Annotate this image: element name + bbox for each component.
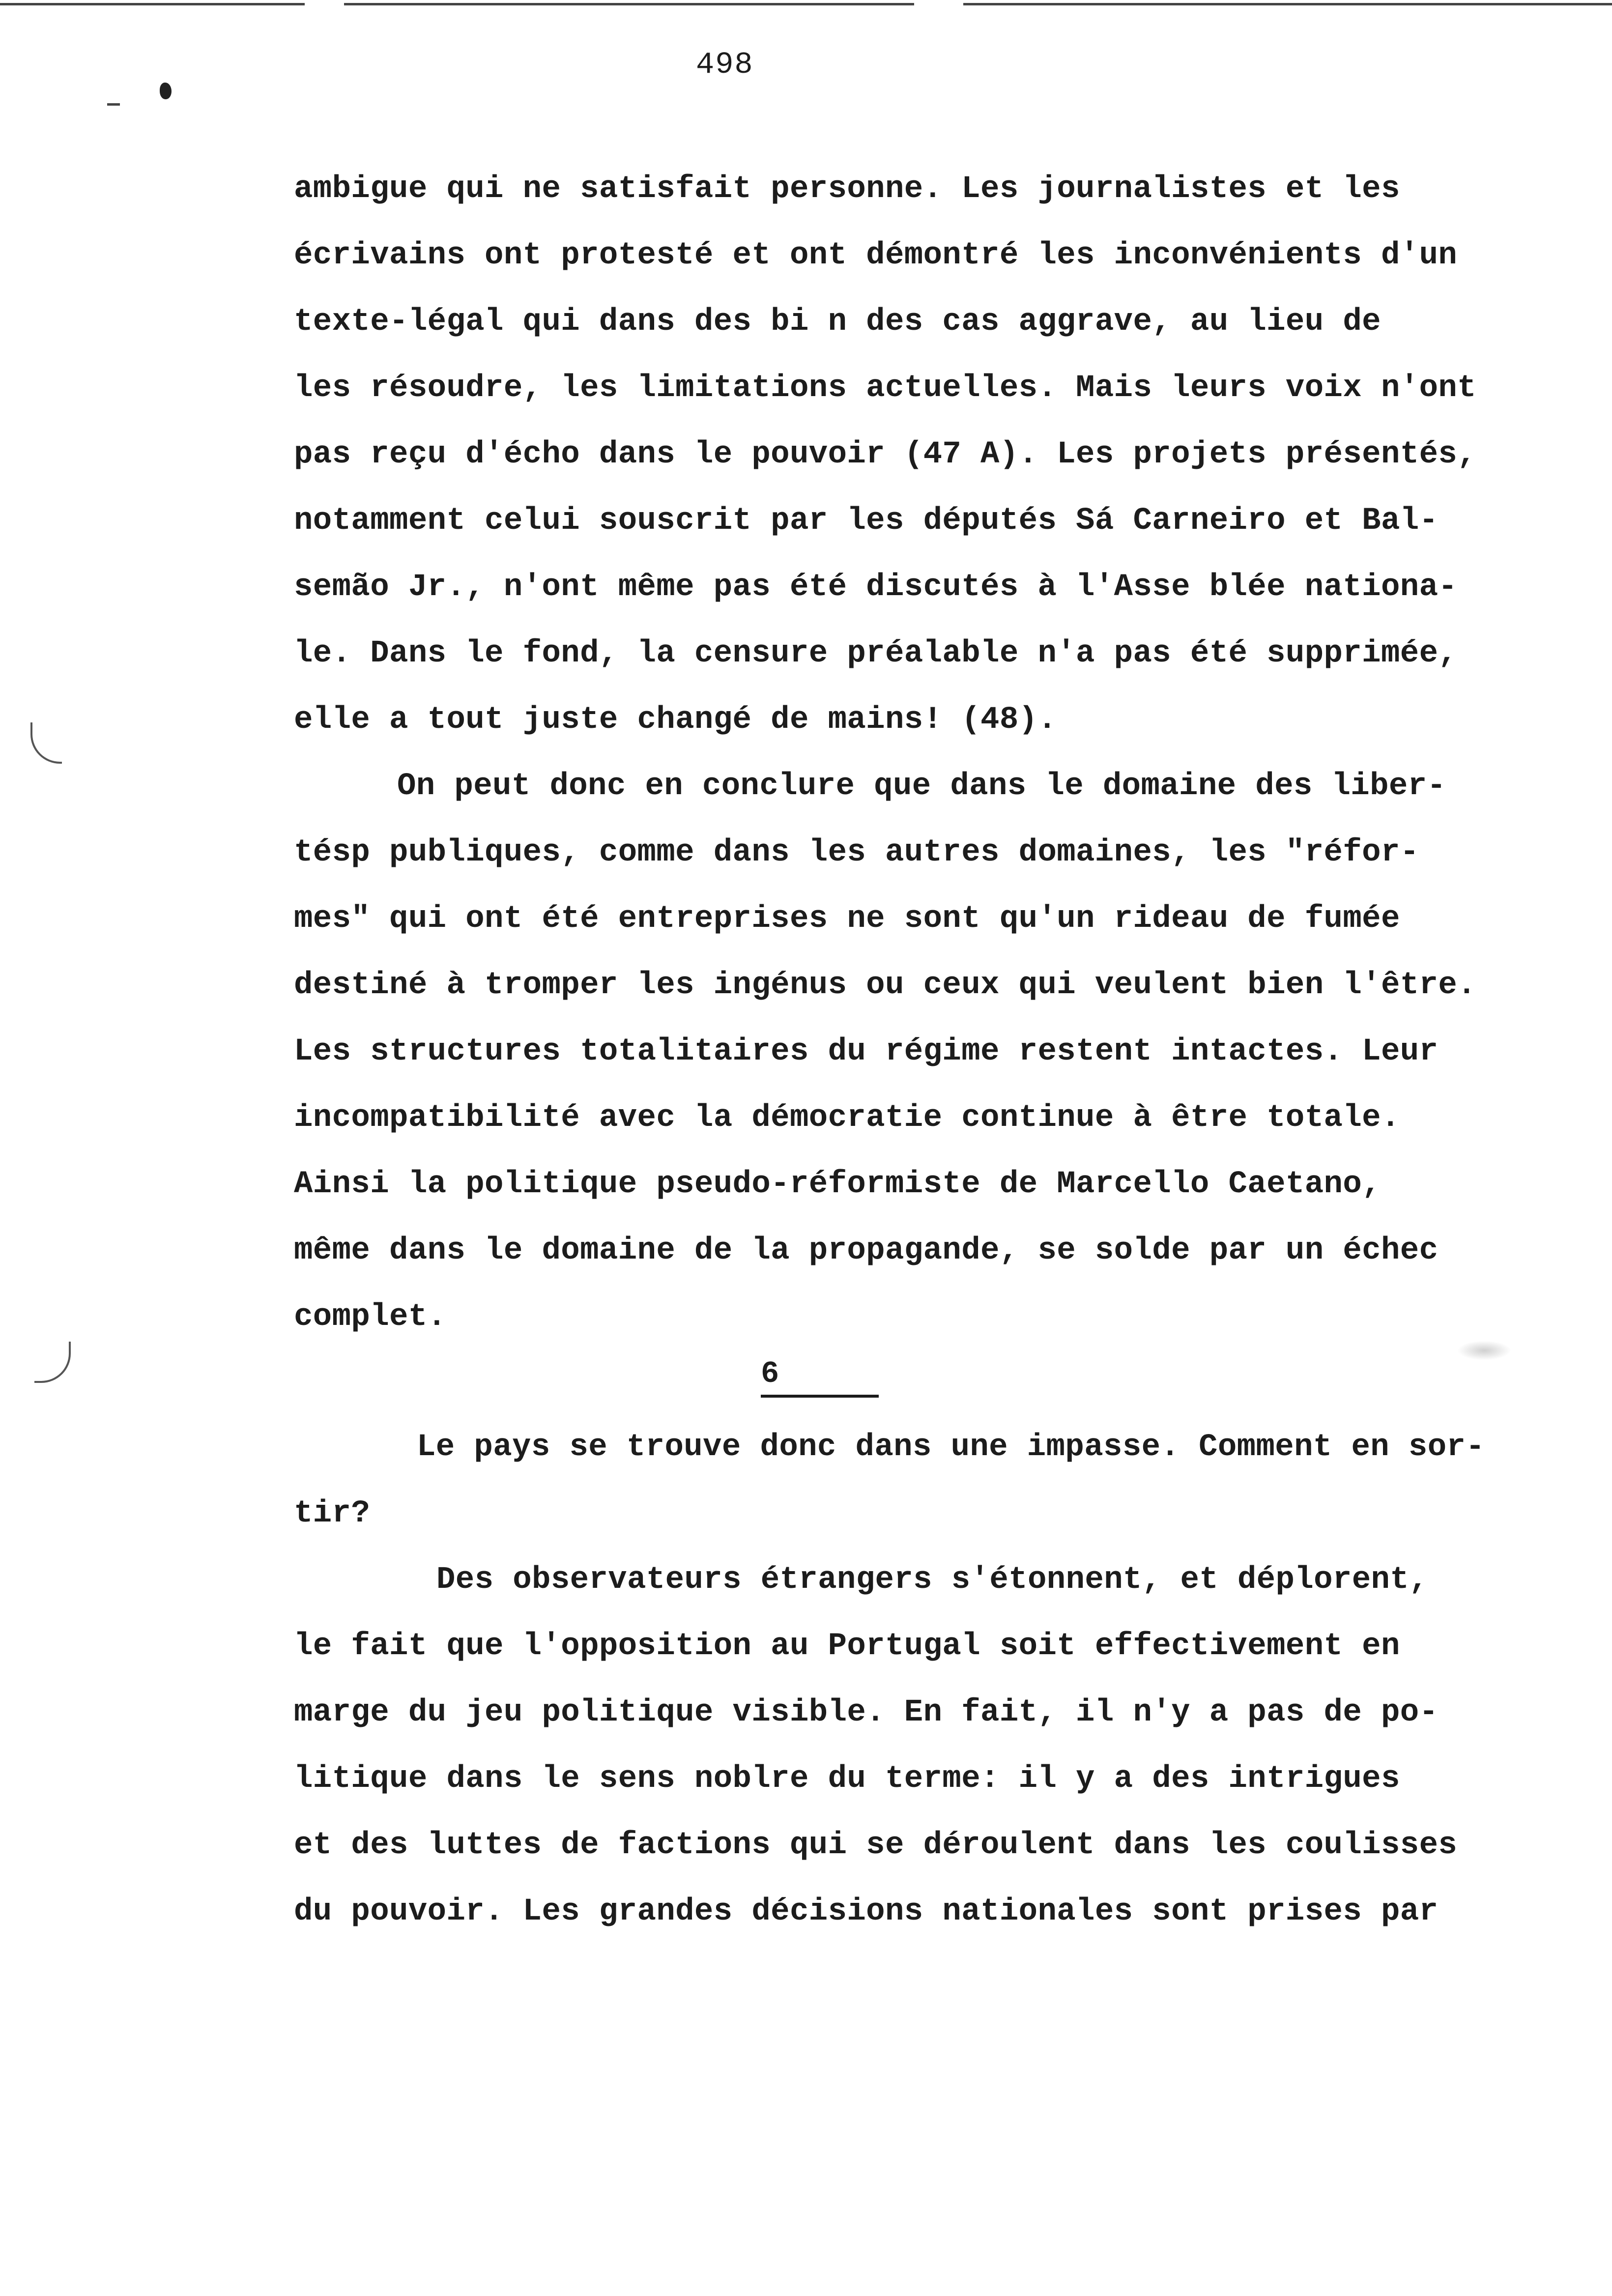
text-line: Le pays se trouve donc dans une impasse. Comment en sor- bbox=[417, 1430, 1485, 1465]
text-line: pas reçu d'écho dans le pouvoir (47 A). Les projets présentés, bbox=[294, 437, 1476, 472]
text-line: notamment celui souscrit par les députés Sá Carneiro et Bal- bbox=[294, 503, 1439, 539]
text-line: Ainsi la politique pseudo-réformiste de Marcello Caetano, bbox=[294, 1167, 1381, 1202]
text-line: complet. bbox=[294, 1299, 447, 1335]
text-line: le. Dans le fond, la censure préalable n'a pas été supprimée, bbox=[294, 636, 1458, 671]
section-underline bbox=[761, 1395, 879, 1398]
margin-bracket-mark-1 bbox=[30, 722, 62, 764]
text-line: marge du jeu politique visible. En fait, il n'y a pas de po- bbox=[294, 1695, 1439, 1730]
text-line: destiné à tromper les ingénus ou ceux qui veulent bien l'être. bbox=[294, 968, 1476, 1003]
text-line: du pouvoir. Les grandes décisions nationales sont prises par bbox=[294, 1894, 1439, 1929]
text-line: tir? bbox=[294, 1496, 371, 1531]
margin-dash-mark bbox=[107, 103, 120, 106]
margin-bracket-mark-2 bbox=[34, 1342, 71, 1383]
text-line: texte-légal qui dans des bi n des cas aggrave, au lieu de bbox=[294, 304, 1381, 340]
text-line: ambigue qui ne satisfait personne. Les journalistes et les bbox=[294, 172, 1400, 207]
top-rule-1 bbox=[0, 3, 305, 5]
text-line: litique dans le sens noblre du terme: il y a des intrigues bbox=[294, 1761, 1400, 1797]
text-line: mes" qui ont été entreprises ne sont qu'un rideau de fumée bbox=[294, 901, 1400, 937]
page-number: 498 bbox=[696, 47, 754, 82]
scan-smudge bbox=[1457, 1341, 1511, 1360]
text-line: Des observateurs étrangers s'étonnent, et déplorent, bbox=[436, 1562, 1428, 1598]
text-line: incompatibilité avec la démocratie continue à être totale. bbox=[294, 1100, 1400, 1136]
text-line: elle a tout juste changé de mains! (48). bbox=[294, 702, 1057, 738]
text-line: le fait que l'opposition au Portugal soit effectivement en bbox=[294, 1629, 1400, 1664]
text-line: tésp publiques, comme dans les autres domaines, les "réfor- bbox=[294, 835, 1419, 870]
text-line: même dans le domaine de la propagande, se solde par un échec bbox=[294, 1233, 1439, 1268]
text-line: Les structures totalitaires du régime restent intactes. Leur bbox=[294, 1034, 1439, 1069]
text-line: les résoudre, les limitations actuelles. Mais leurs voix n'ont bbox=[294, 371, 1476, 406]
text-line: et des luttes de factions qui se déroulent dans les coulisses bbox=[294, 1828, 1458, 1863]
ink-blot-mark bbox=[160, 83, 172, 99]
text-line: écrivains ont protesté et ont démontré les inconvénients d'un bbox=[294, 238, 1458, 273]
section-heading: 6 bbox=[761, 1356, 779, 1391]
top-rule-2 bbox=[344, 3, 914, 5]
text-line: semão Jr., n'ont même pas été discutés à l'Asse blée nationa- bbox=[294, 570, 1458, 605]
text-line: On peut donc en conclure que dans le domaine des liber- bbox=[397, 769, 1446, 804]
top-rule-3 bbox=[963, 3, 1612, 5]
